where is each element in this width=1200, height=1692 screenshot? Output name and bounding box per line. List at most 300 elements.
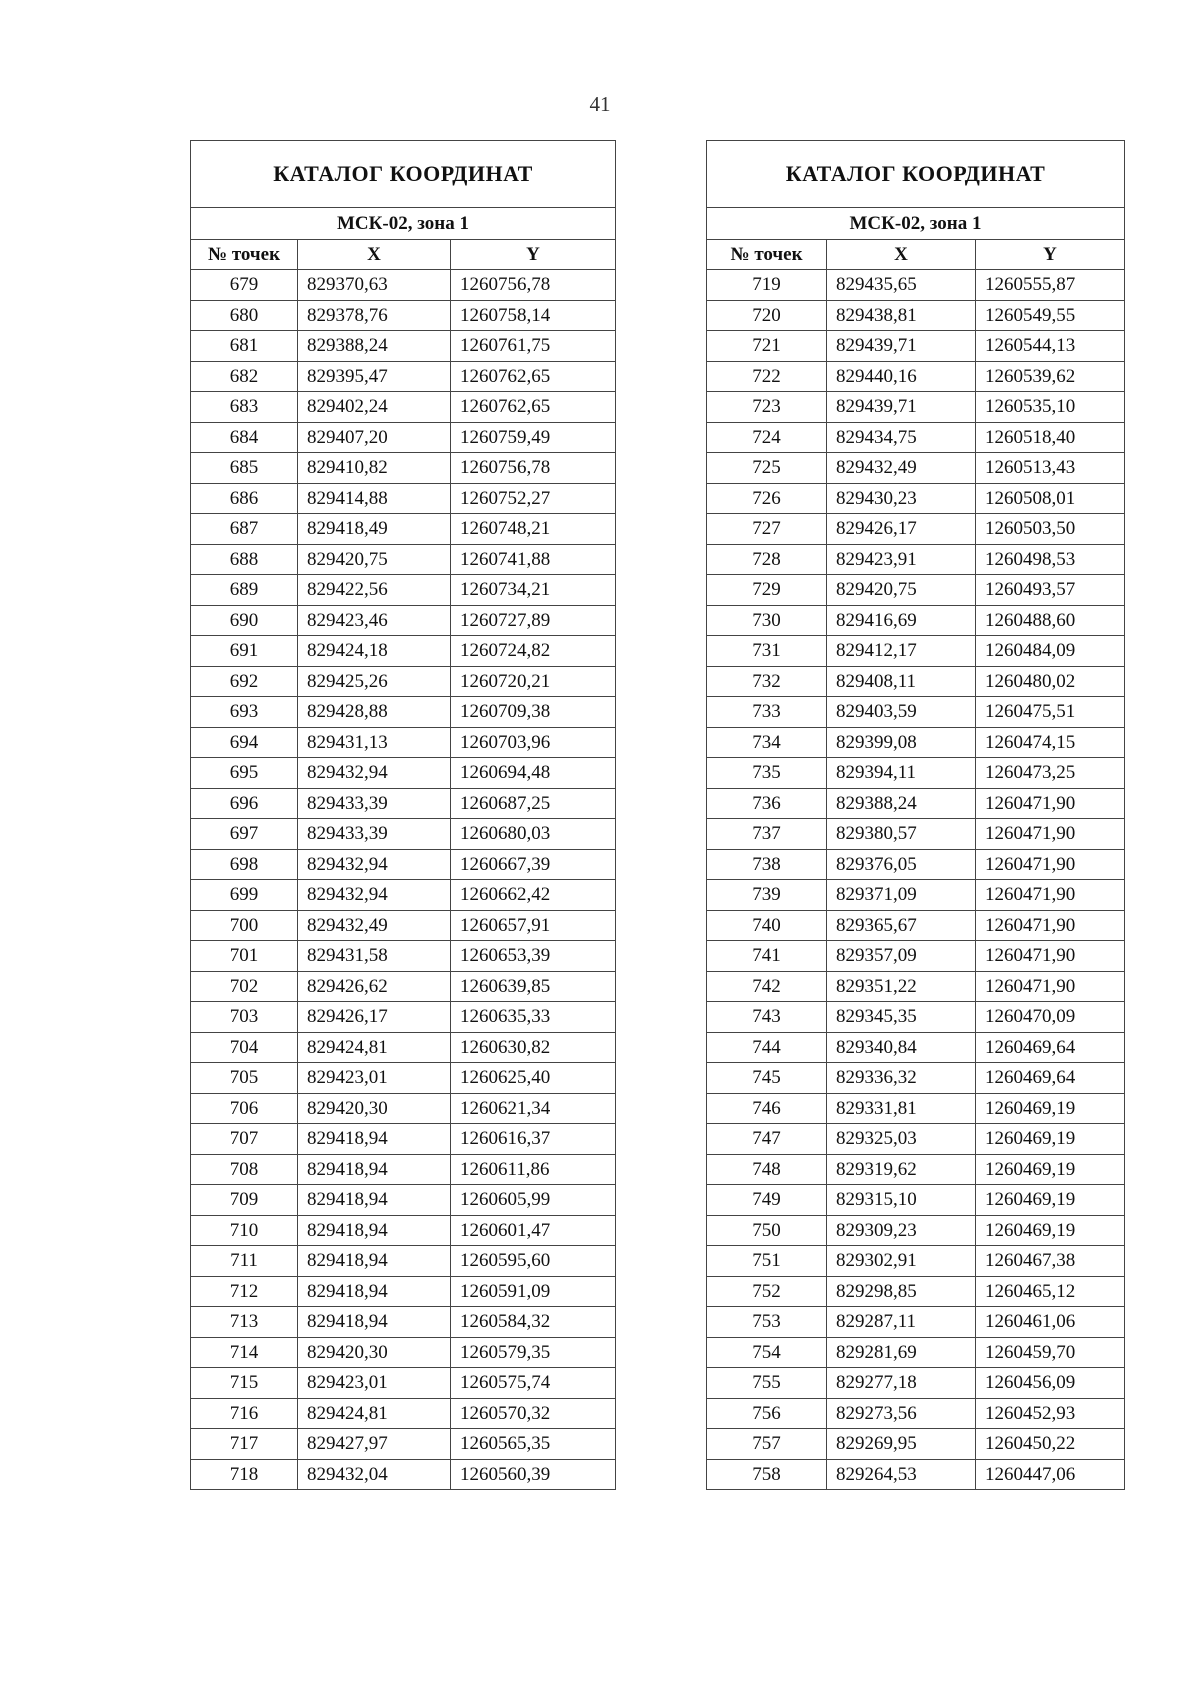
- table-row: [707, 666, 1125, 697]
- point-number-cell: 684: [191, 422, 298, 453]
- table-row: [707, 880, 1125, 911]
- y-coordinate-cell: 1260513,43: [976, 453, 1125, 484]
- x-coordinate-cell: 829424,81: [298, 1398, 451, 1429]
- x-coordinate-cell: 829426,17: [298, 1002, 451, 1033]
- coordinate-catalog-table-right: [706, 140, 1125, 1490]
- x-coordinate-cell: 829357,09: [827, 941, 976, 972]
- y-coordinate-cell: 1260762,65: [451, 392, 616, 423]
- table-row: [707, 910, 1125, 941]
- y-coordinate-cell: 1260759,49: [451, 422, 616, 453]
- point-number-cell: 734: [707, 727, 827, 758]
- y-coordinate-cell: 1260709,38: [451, 697, 616, 728]
- table-row: [191, 605, 616, 636]
- table-row: [707, 788, 1125, 819]
- column-header-point-number: № точек: [191, 240, 298, 270]
- column-header-x: X: [298, 240, 451, 270]
- point-number-cell: 710: [191, 1215, 298, 1246]
- y-coordinate-cell: 1260727,89: [451, 605, 616, 636]
- table-row: [191, 1215, 616, 1246]
- column-header-x: X: [827, 240, 976, 270]
- table-row: [191, 697, 616, 728]
- y-coordinate-cell: 1260465,12: [976, 1276, 1125, 1307]
- y-coordinate-cell: 1260450,22: [976, 1429, 1125, 1460]
- x-coordinate-cell: 829424,81: [298, 1032, 451, 1063]
- table-row: [191, 331, 616, 362]
- x-coordinate-cell: 829365,67: [827, 910, 976, 941]
- y-coordinate-cell: 1260720,21: [451, 666, 616, 697]
- y-coordinate-cell: 1260475,51: [976, 697, 1125, 728]
- x-coordinate-cell: 829345,35: [827, 1002, 976, 1033]
- x-coordinate-cell: 829420,75: [298, 544, 451, 575]
- x-coordinate-cell: 829440,16: [827, 361, 976, 392]
- table-row: [707, 1002, 1125, 1033]
- point-number-cell: 695: [191, 758, 298, 789]
- point-number-cell: 696: [191, 788, 298, 819]
- table-row: [191, 1032, 616, 1063]
- table-row: [707, 1063, 1125, 1094]
- x-coordinate-cell: 829273,56: [827, 1398, 976, 1429]
- point-number-cell: 755: [707, 1368, 827, 1399]
- y-coordinate-cell: 1260539,62: [976, 361, 1125, 392]
- y-coordinate-cell: 1260653,39: [451, 941, 616, 972]
- x-coordinate-cell: 829433,39: [298, 788, 451, 819]
- point-number-cell: 714: [191, 1337, 298, 1368]
- table-row: [707, 544, 1125, 575]
- point-number-cell: 718: [191, 1459, 298, 1490]
- table-row: [707, 1246, 1125, 1277]
- catalog-title: КАТАЛОГ КООРДИНАТ: [707, 141, 1125, 208]
- x-coordinate-cell: 829431,58: [298, 941, 451, 972]
- y-coordinate-cell: 1260762,65: [451, 361, 616, 392]
- x-coordinate-cell: 829438,81: [827, 300, 976, 331]
- table-row: [707, 422, 1125, 453]
- y-coordinate-cell: 1260591,09: [451, 1276, 616, 1307]
- point-number-cell: 741: [707, 941, 827, 972]
- point-number-cell: 746: [707, 1093, 827, 1124]
- table-row: [707, 941, 1125, 972]
- table-row: [191, 514, 616, 545]
- table-row: [191, 819, 616, 850]
- x-coordinate-cell: 829319,62: [827, 1154, 976, 1185]
- x-coordinate-cell: 829423,46: [298, 605, 451, 636]
- point-number-cell: 715: [191, 1368, 298, 1399]
- x-coordinate-cell: 829432,94: [298, 758, 451, 789]
- point-number-cell: 743: [707, 1002, 827, 1033]
- point-number-cell: 717: [191, 1429, 298, 1460]
- x-coordinate-cell: 829309,23: [827, 1215, 976, 1246]
- x-coordinate-cell: 829340,84: [827, 1032, 976, 1063]
- x-coordinate-cell: 829331,81: [827, 1093, 976, 1124]
- y-coordinate-cell: 1260758,14: [451, 300, 616, 331]
- y-coordinate-cell: 1260503,50: [976, 514, 1125, 545]
- table-row: [707, 575, 1125, 606]
- point-number-cell: 699: [191, 880, 298, 911]
- table-row: [191, 666, 616, 697]
- table-row: [191, 941, 616, 972]
- y-coordinate-cell: 1260469,64: [976, 1063, 1125, 1094]
- y-coordinate-cell: 1260549,55: [976, 300, 1125, 331]
- x-coordinate-cell: 829403,59: [827, 697, 976, 728]
- table-row: [707, 331, 1125, 362]
- y-coordinate-cell: 1260601,47: [451, 1215, 616, 1246]
- point-number-cell: 690: [191, 605, 298, 636]
- y-coordinate-cell: 1260741,88: [451, 544, 616, 575]
- point-number-cell: 704: [191, 1032, 298, 1063]
- x-coordinate-cell: 829414,88: [298, 483, 451, 514]
- coordinate-catalog-table-left: [190, 140, 616, 1490]
- table-row: [191, 483, 616, 514]
- x-coordinate-cell: 829418,94: [298, 1185, 451, 1216]
- x-coordinate-cell: 829433,39: [298, 819, 451, 850]
- y-coordinate-cell: 1260565,35: [451, 1429, 616, 1460]
- y-coordinate-cell: 1260456,09: [976, 1368, 1125, 1399]
- table-row: [191, 422, 616, 453]
- table-row: [707, 1032, 1125, 1063]
- y-coordinate-cell: 1260471,90: [976, 788, 1125, 819]
- y-coordinate-cell: 1260621,34: [451, 1093, 616, 1124]
- x-coordinate-cell: 829418,94: [298, 1276, 451, 1307]
- table-row: [707, 1337, 1125, 1368]
- table-row: [191, 1276, 616, 1307]
- point-number-cell: 686: [191, 483, 298, 514]
- y-coordinate-cell: 1260508,01: [976, 483, 1125, 514]
- x-coordinate-cell: 829430,23: [827, 483, 976, 514]
- x-coordinate-cell: 829426,17: [827, 514, 976, 545]
- point-number-cell: 700: [191, 910, 298, 941]
- point-number-cell: 726: [707, 483, 827, 514]
- x-coordinate-cell: 829425,26: [298, 666, 451, 697]
- table-row: [191, 1124, 616, 1155]
- table-row: [191, 849, 616, 880]
- point-number-cell: 708: [191, 1154, 298, 1185]
- y-coordinate-cell: 1260469,64: [976, 1032, 1125, 1063]
- point-number-cell: 719: [707, 270, 827, 301]
- point-number-cell: 728: [707, 544, 827, 575]
- x-coordinate-cell: 829420,30: [298, 1093, 451, 1124]
- point-number-cell: 756: [707, 1398, 827, 1429]
- y-coordinate-cell: 1260469,19: [976, 1124, 1125, 1155]
- x-coordinate-cell: 829336,32: [827, 1063, 976, 1094]
- table-row: [191, 1246, 616, 1277]
- y-coordinate-cell: 1260544,13: [976, 331, 1125, 362]
- table-row: [191, 300, 616, 331]
- x-coordinate-cell: 829423,01: [298, 1368, 451, 1399]
- table-row: [191, 788, 616, 819]
- point-number-cell: 754: [707, 1337, 827, 1368]
- y-coordinate-cell: 1260756,78: [451, 270, 616, 301]
- x-coordinate-cell: 829418,94: [298, 1307, 451, 1338]
- x-coordinate-cell: 829432,49: [298, 910, 451, 941]
- x-coordinate-cell: 829378,76: [298, 300, 451, 331]
- table-row: [707, 697, 1125, 728]
- x-coordinate-cell: 829351,22: [827, 971, 976, 1002]
- point-number-cell: 727: [707, 514, 827, 545]
- y-coordinate-cell: 1260575,74: [451, 1368, 616, 1399]
- y-coordinate-cell: 1260584,32: [451, 1307, 616, 1338]
- x-coordinate-cell: 829399,08: [827, 727, 976, 758]
- table-row: [191, 758, 616, 789]
- point-number-cell: 725: [707, 453, 827, 484]
- point-number-cell: 740: [707, 910, 827, 941]
- y-coordinate-cell: 1260471,90: [976, 941, 1125, 972]
- y-coordinate-cell: 1260611,86: [451, 1154, 616, 1185]
- y-coordinate-cell: 1260484,09: [976, 636, 1125, 667]
- table-row: [191, 1429, 616, 1460]
- table-row: [191, 910, 616, 941]
- column-header-y: Y: [976, 240, 1125, 270]
- table-row: [707, 1429, 1125, 1460]
- coordinate-system-label: МСК-02, зона 1: [707, 208, 1125, 240]
- point-number-cell: 737: [707, 819, 827, 850]
- table-row: [707, 1368, 1125, 1399]
- y-coordinate-cell: 1260635,33: [451, 1002, 616, 1033]
- table-row: [707, 1093, 1125, 1124]
- y-coordinate-cell: 1260752,27: [451, 483, 616, 514]
- x-coordinate-cell: 829420,30: [298, 1337, 451, 1368]
- table-row: [707, 1154, 1125, 1185]
- table-row: [707, 361, 1125, 392]
- point-number-cell: 739: [707, 880, 827, 911]
- point-number-cell: 729: [707, 575, 827, 606]
- page-number: 41: [589, 92, 611, 116]
- point-number-cell: 689: [191, 575, 298, 606]
- point-number-cell: 702: [191, 971, 298, 1002]
- table-row: [191, 1307, 616, 1338]
- point-number-cell: 711: [191, 1246, 298, 1277]
- x-coordinate-cell: 829287,11: [827, 1307, 976, 1338]
- y-coordinate-cell: 1260469,19: [976, 1093, 1125, 1124]
- y-coordinate-cell: 1260734,21: [451, 575, 616, 606]
- point-number-cell: 707: [191, 1124, 298, 1155]
- x-coordinate-cell: 829432,04: [298, 1459, 451, 1490]
- point-number-cell: 752: [707, 1276, 827, 1307]
- table-row: [191, 392, 616, 423]
- point-number-cell: 742: [707, 971, 827, 1002]
- point-number-cell: 685: [191, 453, 298, 484]
- point-number-cell: 736: [707, 788, 827, 819]
- point-number-cell: 731: [707, 636, 827, 667]
- x-coordinate-cell: 829418,94: [298, 1124, 451, 1155]
- point-number-cell: 706: [191, 1093, 298, 1124]
- point-number-cell: 724: [707, 422, 827, 453]
- y-coordinate-cell: 1260474,15: [976, 727, 1125, 758]
- table-row: [707, 1459, 1125, 1490]
- point-number-cell: 720: [707, 300, 827, 331]
- table-row: [707, 1307, 1125, 1338]
- x-coordinate-cell: 829370,63: [298, 270, 451, 301]
- catalog-title: КАТАЛОГ КООРДИНАТ: [191, 141, 616, 208]
- y-coordinate-cell: 1260694,48: [451, 758, 616, 789]
- table-row: [191, 727, 616, 758]
- y-coordinate-cell: 1260498,53: [976, 544, 1125, 575]
- table-row: [707, 453, 1125, 484]
- table-row: [707, 819, 1125, 850]
- y-coordinate-cell: 1260662,42: [451, 880, 616, 911]
- x-coordinate-cell: 829418,94: [298, 1154, 451, 1185]
- table-row: [707, 849, 1125, 880]
- y-coordinate-cell: 1260657,91: [451, 910, 616, 941]
- x-coordinate-cell: 829431,13: [298, 727, 451, 758]
- point-number-cell: 709: [191, 1185, 298, 1216]
- column-header-point-number: № точек: [707, 240, 827, 270]
- x-coordinate-cell: 829418,49: [298, 514, 451, 545]
- point-number-cell: 693: [191, 697, 298, 728]
- point-number-cell: 744: [707, 1032, 827, 1063]
- x-coordinate-cell: 829418,94: [298, 1215, 451, 1246]
- point-number-cell: 757: [707, 1429, 827, 1460]
- y-coordinate-cell: 1260518,40: [976, 422, 1125, 453]
- x-coordinate-cell: 829418,94: [298, 1246, 451, 1277]
- point-number-cell: 730: [707, 605, 827, 636]
- table-row: [707, 727, 1125, 758]
- y-coordinate-cell: 1260756,78: [451, 453, 616, 484]
- column-header-y: Y: [451, 240, 616, 270]
- x-coordinate-cell: 829422,56: [298, 575, 451, 606]
- x-coordinate-cell: 829439,71: [827, 392, 976, 423]
- x-coordinate-cell: 829315,10: [827, 1185, 976, 1216]
- y-coordinate-cell: 1260471,90: [976, 880, 1125, 911]
- x-coordinate-cell: 829428,88: [298, 697, 451, 728]
- table-row: [191, 1459, 616, 1490]
- y-coordinate-cell: 1260616,37: [451, 1124, 616, 1155]
- point-number-cell: 681: [191, 331, 298, 362]
- point-number-cell: 692: [191, 666, 298, 697]
- point-number-cell: 701: [191, 941, 298, 972]
- x-coordinate-cell: 829426,62: [298, 971, 451, 1002]
- point-number-cell: 688: [191, 544, 298, 575]
- table-row: [707, 1398, 1125, 1429]
- table-row: [707, 1185, 1125, 1216]
- point-number-cell: 682: [191, 361, 298, 392]
- table-row: [191, 453, 616, 484]
- point-number-cell: 723: [707, 392, 827, 423]
- x-coordinate-cell: 829416,69: [827, 605, 976, 636]
- x-coordinate-cell: 829281,69: [827, 1337, 976, 1368]
- x-coordinate-cell: 829380,57: [827, 819, 976, 850]
- point-number-cell: 748: [707, 1154, 827, 1185]
- x-coordinate-cell: 829302,91: [827, 1246, 976, 1277]
- x-coordinate-cell: 829277,18: [827, 1368, 976, 1399]
- point-number-cell: 691: [191, 636, 298, 667]
- point-number-cell: 713: [191, 1307, 298, 1338]
- x-coordinate-cell: 829388,24: [298, 331, 451, 362]
- table-row: [191, 880, 616, 911]
- table-row: [191, 1002, 616, 1033]
- y-coordinate-cell: 1260761,75: [451, 331, 616, 362]
- x-coordinate-cell: 829298,85: [827, 1276, 976, 1307]
- x-coordinate-cell: 829325,03: [827, 1124, 976, 1155]
- y-coordinate-cell: 1260447,06: [976, 1459, 1125, 1490]
- y-coordinate-cell: 1260667,39: [451, 849, 616, 880]
- y-coordinate-cell: 1260724,82: [451, 636, 616, 667]
- table-row: [707, 971, 1125, 1002]
- table-row: [707, 270, 1125, 301]
- point-number-cell: 758: [707, 1459, 827, 1490]
- y-coordinate-cell: 1260473,25: [976, 758, 1125, 789]
- y-coordinate-cell: 1260452,93: [976, 1398, 1125, 1429]
- y-coordinate-cell: 1260687,25: [451, 788, 616, 819]
- y-coordinate-cell: 1260639,85: [451, 971, 616, 1002]
- point-number-cell: 722: [707, 361, 827, 392]
- point-number-cell: 680: [191, 300, 298, 331]
- table-row: [707, 483, 1125, 514]
- point-number-cell: 697: [191, 819, 298, 850]
- table-row: [191, 1337, 616, 1368]
- y-coordinate-cell: 1260471,90: [976, 819, 1125, 850]
- x-coordinate-cell: 829412,17: [827, 636, 976, 667]
- point-number-cell: 753: [707, 1307, 827, 1338]
- y-coordinate-cell: 1260469,19: [976, 1154, 1125, 1185]
- table-row: [707, 514, 1125, 545]
- x-coordinate-cell: 829395,47: [298, 361, 451, 392]
- y-coordinate-cell: 1260570,32: [451, 1398, 616, 1429]
- table-row: [191, 1398, 616, 1429]
- point-number-cell: 703: [191, 1002, 298, 1033]
- point-number-cell: 732: [707, 666, 827, 697]
- table-row: [191, 1063, 616, 1094]
- x-coordinate-cell: 829269,95: [827, 1429, 976, 1460]
- point-number-cell: 694: [191, 727, 298, 758]
- point-number-cell: 735: [707, 758, 827, 789]
- x-coordinate-cell: 829407,20: [298, 422, 451, 453]
- x-coordinate-cell: 829423,01: [298, 1063, 451, 1094]
- point-number-cell: 751: [707, 1246, 827, 1277]
- table-row: [191, 1154, 616, 1185]
- point-number-cell: 716: [191, 1398, 298, 1429]
- x-coordinate-cell: 829432,94: [298, 849, 451, 880]
- table-row: [707, 758, 1125, 789]
- point-number-cell: 712: [191, 1276, 298, 1307]
- table-row: [707, 636, 1125, 667]
- table-row: [707, 1124, 1125, 1155]
- x-coordinate-cell: 829432,49: [827, 453, 976, 484]
- table-row: [191, 1093, 616, 1124]
- point-number-cell: 747: [707, 1124, 827, 1155]
- x-coordinate-cell: 829410,82: [298, 453, 451, 484]
- y-coordinate-cell: 1260471,90: [976, 849, 1125, 880]
- point-number-cell: 745: [707, 1063, 827, 1094]
- x-coordinate-cell: 829402,24: [298, 392, 451, 423]
- x-coordinate-cell: 829434,75: [827, 422, 976, 453]
- y-coordinate-cell: 1260493,57: [976, 575, 1125, 606]
- y-coordinate-cell: 1260595,60: [451, 1246, 616, 1277]
- point-number-cell: 705: [191, 1063, 298, 1094]
- table-row: [191, 575, 616, 606]
- y-coordinate-cell: 1260625,40: [451, 1063, 616, 1094]
- table-row: [707, 392, 1125, 423]
- y-coordinate-cell: 1260703,96: [451, 727, 616, 758]
- y-coordinate-cell: 1260480,02: [976, 666, 1125, 697]
- point-number-cell: 749: [707, 1185, 827, 1216]
- point-number-cell: 750: [707, 1215, 827, 1246]
- y-coordinate-cell: 1260469,19: [976, 1185, 1125, 1216]
- point-number-cell: 733: [707, 697, 827, 728]
- point-number-cell: 721: [707, 331, 827, 362]
- y-coordinate-cell: 1260680,03: [451, 819, 616, 850]
- x-coordinate-cell: 829264,53: [827, 1459, 976, 1490]
- table-row: [191, 1185, 616, 1216]
- table-row: [707, 1215, 1125, 1246]
- x-coordinate-cell: 829427,97: [298, 1429, 451, 1460]
- y-coordinate-cell: 1260748,21: [451, 514, 616, 545]
- y-coordinate-cell: 1260560,39: [451, 1459, 616, 1490]
- table-row: [707, 300, 1125, 331]
- point-number-cell: 683: [191, 392, 298, 423]
- point-number-cell: 698: [191, 849, 298, 880]
- x-coordinate-cell: 829371,09: [827, 880, 976, 911]
- y-coordinate-cell: 1260630,82: [451, 1032, 616, 1063]
- table-row: [191, 270, 616, 301]
